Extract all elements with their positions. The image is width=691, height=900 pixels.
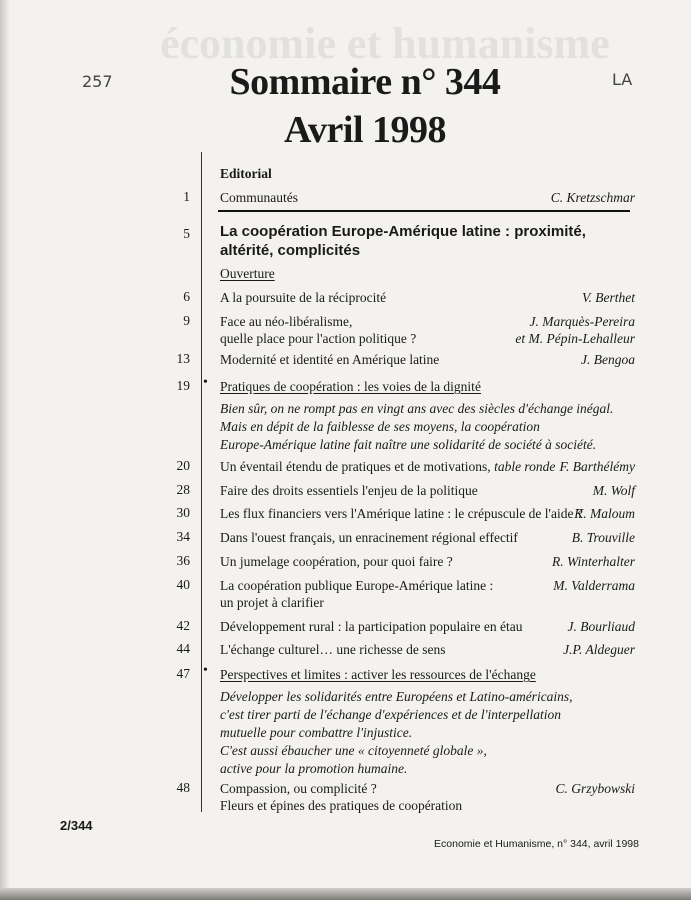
section-ouverture[interactable]: Ouverture [220, 266, 275, 281]
editorial-title[interactable]: Communautés [220, 190, 298, 205]
toc-entry-author: C. Grzybowski [555, 781, 635, 796]
toc-page-number: 42 [176, 618, 190, 633]
toc-entry-author: V. Berthet [582, 290, 635, 305]
dossier-title-line2: altérité, complicités [220, 242, 361, 259]
bullet-icon: • [203, 663, 208, 678]
footer-citation: Economie et Humanisme, n° 344, avril 1998 [434, 838, 639, 850]
toc-entry-author: J. Bengoa [581, 352, 635, 367]
toc-entry-title-line1: La coopération publique Europe-Amérique latine : [220, 578, 494, 593]
toc-page-number: 28 [176, 482, 190, 497]
toc-entry-title[interactable]: Faire des droits essentiels l'enjeu de la politique [220, 483, 478, 498]
section-page-number: 19 [176, 378, 190, 393]
scan-left-shadow [0, 0, 10, 900]
toc-entry-title[interactable]: A la poursuite de la réciprocité [220, 290, 387, 305]
issue-title: Sommaire n° 344 [229, 61, 501, 103]
dossier-page: 5 [183, 226, 190, 241]
toc-entry-author: R. Winterhalter [552, 554, 635, 569]
intro-line: mutuelle pour combattre l'injustice. [220, 725, 413, 740]
toc-entry-title-line1: Face au néo-libéralisme, [220, 314, 353, 329]
toc-entry-title-text: Un éventail étendu de pratiques et de motivations, [220, 459, 491, 474]
toc-page-number: 6 [183, 289, 190, 304]
toc-entry-title[interactable]: Les flux financiers vers l'Amérique latine : le crépuscule de l'aide ? [220, 506, 583, 521]
section-perspectives[interactable]: Perspectives et limites : activer les ressources de l'échange [220, 667, 536, 682]
handwritten-note-left: 257 [82, 72, 113, 91]
editorial-author: C. Kretzschmar [550, 190, 635, 205]
toc-entry-title[interactable]: L'échange culturel… une richesse de sens [220, 642, 446, 657]
editorial-heading: Editorial [220, 166, 272, 181]
toc-entry-author: J.P. Aldeguer [563, 642, 635, 657]
toc-entry-author-line2: et M. Pépin-Lehalleur [515, 331, 635, 346]
toc-entry-author-line1: J. Marquès-Pereira [529, 314, 635, 329]
toc-entry-author [515, 313, 635, 347]
toc-entry-title[interactable]: Dans l'ouest français, un enracinement régional effectif [220, 530, 518, 545]
intro-line: Bien sûr, on ne rompt pas en vingt ans avec des siècles d'échange inégal. [220, 401, 614, 416]
editorial-page: 1 [183, 189, 190, 204]
intro-line: Europe-Amérique latine fait naître une solidarité de société à société. [220, 437, 597, 452]
toc-entry-author: J. Bourliaud [567, 619, 635, 634]
issue-date: Avril 1998 [283, 109, 447, 151]
dossier-title[interactable] [220, 222, 635, 260]
toc-page-number: 40 [176, 577, 190, 592]
scan-bottom-shadow [0, 888, 691, 900]
toc-page-number: 9 [183, 313, 190, 328]
toc-entry-title-line1: Compassion, ou complicité ? [220, 781, 377, 796]
toc-entry-title-suffix: table ronde [494, 459, 556, 474]
toc-entry-title-line2: un projet à clarifier [220, 595, 324, 610]
toc-entry-title[interactable]: Développement rural : la participation populaire en étau [220, 619, 523, 634]
intro-line: c'est tirer parti de l'échange d'expériences et de l'interpellation [220, 707, 561, 722]
toc-page-number: 20 [176, 458, 190, 473]
intro-line: Mais en dépit de la faiblesse de ses moyens, la coopération [220, 419, 540, 434]
page-folio: 2/344 [60, 818, 93, 833]
intro-line: Développer les solidarités entre Européens et Latino-américains, [220, 689, 573, 704]
toc-entry-author: M. Valderrama [553, 578, 635, 593]
toc-page-number: 36 [176, 553, 190, 568]
toc-entry-title-line2: Fleurs et épines des pratiques de coopération [220, 798, 463, 813]
margin-rule [201, 152, 202, 812]
toc-page-number: 13 [176, 351, 190, 366]
toc-page-number: 44 [176, 641, 190, 656]
dossier-title-line1: La coopération Europe-Amérique latine : proximité, [220, 223, 586, 240]
toc-entry-author: M. Wolf [592, 483, 635, 498]
bleed-through-ghost-text: économie et humanisme [160, 19, 610, 68]
intro-line: C'est aussi ébaucher une « citoyenneté globale », [220, 743, 487, 758]
section-pratiques-intro [220, 400, 635, 454]
toc-entry-author: B. Trouville [571, 530, 635, 545]
toc-page-number: 30 [176, 505, 190, 520]
toc-page-number: 34 [176, 529, 190, 544]
intro-line: active pour la promotion humaine. [220, 761, 408, 776]
bullet-icon: • [203, 375, 208, 390]
toc-entry-author: K. Maloum [574, 506, 635, 521]
toc-entry-title[interactable]: Modernité et identité en Amérique latine [220, 352, 440, 367]
section-perspectives-intro [220, 688, 635, 778]
toc-page-number: 48 [176, 780, 190, 795]
section-divider [218, 210, 630, 212]
toc-entry-title-line2: quelle place pour l'action politique ? [220, 331, 417, 346]
section-pratiques[interactable]: Pratiques de coopération : les voies de la dignité [220, 379, 481, 394]
toc-entry-title[interactable]: Un jumelage coopération, pour quoi faire ? [220, 554, 453, 569]
section-page-number: 47 [176, 666, 190, 681]
toc-entry-author: F. Barthélémy [559, 459, 635, 474]
handwritten-note-right: LA [612, 70, 633, 89]
